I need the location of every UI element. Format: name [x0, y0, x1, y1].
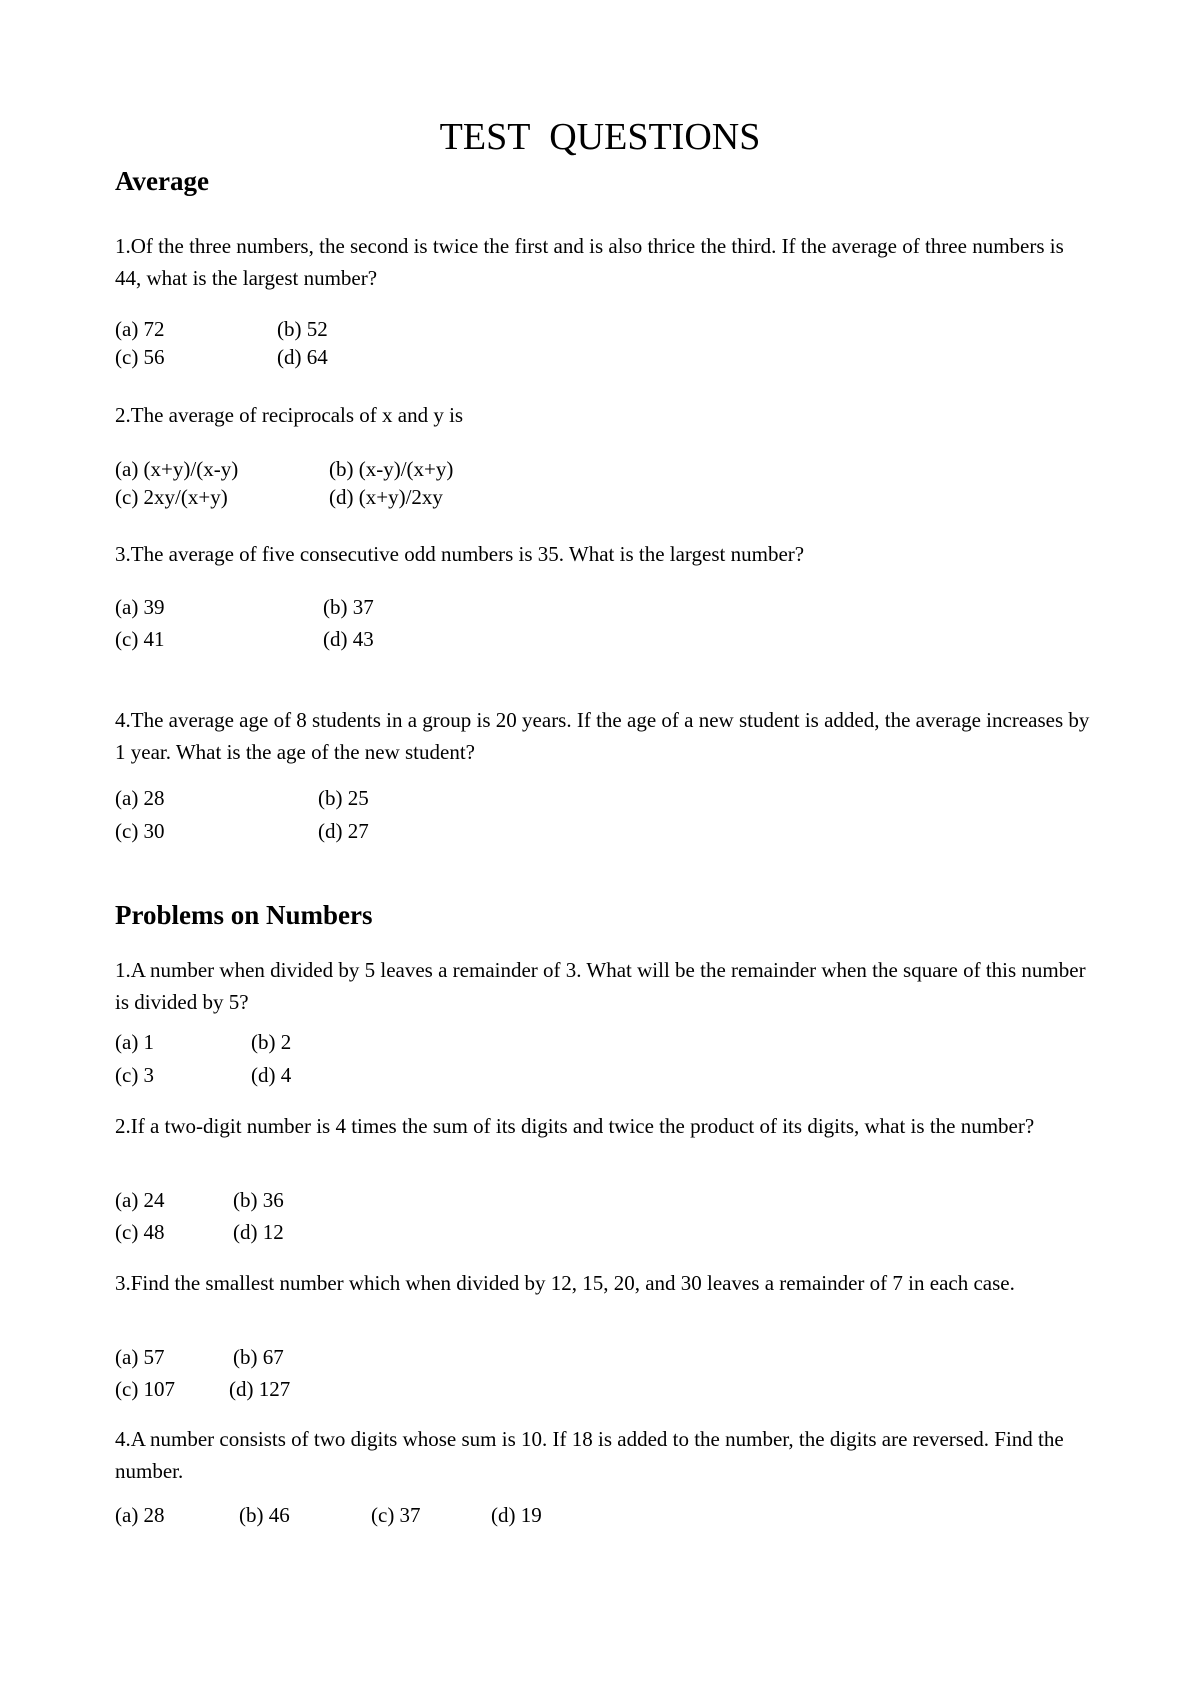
option-c: (c) 48	[115, 1220, 165, 1244]
option-d: (d) 27	[318, 819, 369, 843]
option-a: (a) 39	[115, 595, 165, 619]
option-b: (b) 46	[239, 1503, 290, 1527]
option-a: (a) 1	[115, 1030, 155, 1054]
option-d: (d) 4	[251, 1063, 292, 1087]
option-a: (a) 72	[115, 317, 165, 341]
option-a: (a) 28	[115, 1503, 165, 1527]
question-text: 4.A number consists of two digits whose sum is 10. If 18 is added to the number, the digits are reversed. Find the number.	[115, 1427, 1064, 1483]
option-b: (b) 67	[233, 1345, 284, 1369]
option-d: (d) 19	[491, 1503, 542, 1527]
option-a: (a) 57	[115, 1345, 165, 1369]
question-text: 1.Of the three numbers, the second is twice the first and is also thrice the third. If the average of three numbers is 44, what is the largest number?	[115, 234, 1064, 290]
option-b: (b) 52	[277, 317, 328, 341]
option-b: (b) 25	[318, 786, 369, 810]
option-d: (d) 127	[229, 1377, 291, 1401]
question-text: 3.The average of five consecutive odd numbers is 35. What is the largest number?	[115, 542, 805, 566]
option-a: (a) (x+y)/(x-y)	[115, 457, 239, 481]
question-text: 4.The average age of 8 students in a group is 20 years. If the age of a new student is added, the average increases by 1 year. What is the age of the new student?	[115, 708, 1090, 764]
page-title: TEST QUESTIONS	[439, 116, 761, 158]
option-a: (a) 28	[115, 786, 165, 810]
option-b: (b) 36	[233, 1188, 284, 1212]
question-text: 2.If a two-digit number is 4 times the sum of its digits and twice the product of its digits, what is the number?	[115, 1114, 1035, 1138]
option-b: (b) 37	[323, 595, 374, 619]
option-c: (c) 3	[115, 1063, 155, 1087]
option-d: (d) 64	[277, 345, 328, 369]
option-b: (b) 2	[251, 1030, 292, 1054]
option-c: (c) 107	[115, 1377, 176, 1401]
section-heading-average: Average	[115, 166, 209, 196]
question-text: 3.Find the smallest number which when divided by 12, 15, 20, and 30 leaves a remainder of 7 in each case.	[115, 1271, 1015, 1295]
question-text: 2.The average of reciprocals of x and y is	[115, 403, 464, 427]
option-c: (c) 56	[115, 345, 165, 369]
option-c: (c) 41	[115, 627, 165, 651]
option-d: (d) (x+y)/2xy	[329, 485, 443, 509]
option-b: (b) (x-y)/(x+y)	[329, 457, 454, 481]
question-text: 1.A number when divided by 5 leaves a remainder of 3. What will be the remainder when the square of this number is divided by 5?	[115, 958, 1086, 1014]
section-heading-problems-on-numbers: Problems on Numbers	[115, 900, 373, 930]
option-d: (d) 12	[233, 1220, 284, 1244]
option-c: (c) 37	[371, 1503, 421, 1527]
option-c: (c) 2xy/(x+y)	[115, 485, 228, 509]
option-a: (a) 24	[115, 1188, 165, 1212]
option-d: (d) 43	[323, 627, 374, 651]
option-c: (c) 30	[115, 819, 165, 843]
